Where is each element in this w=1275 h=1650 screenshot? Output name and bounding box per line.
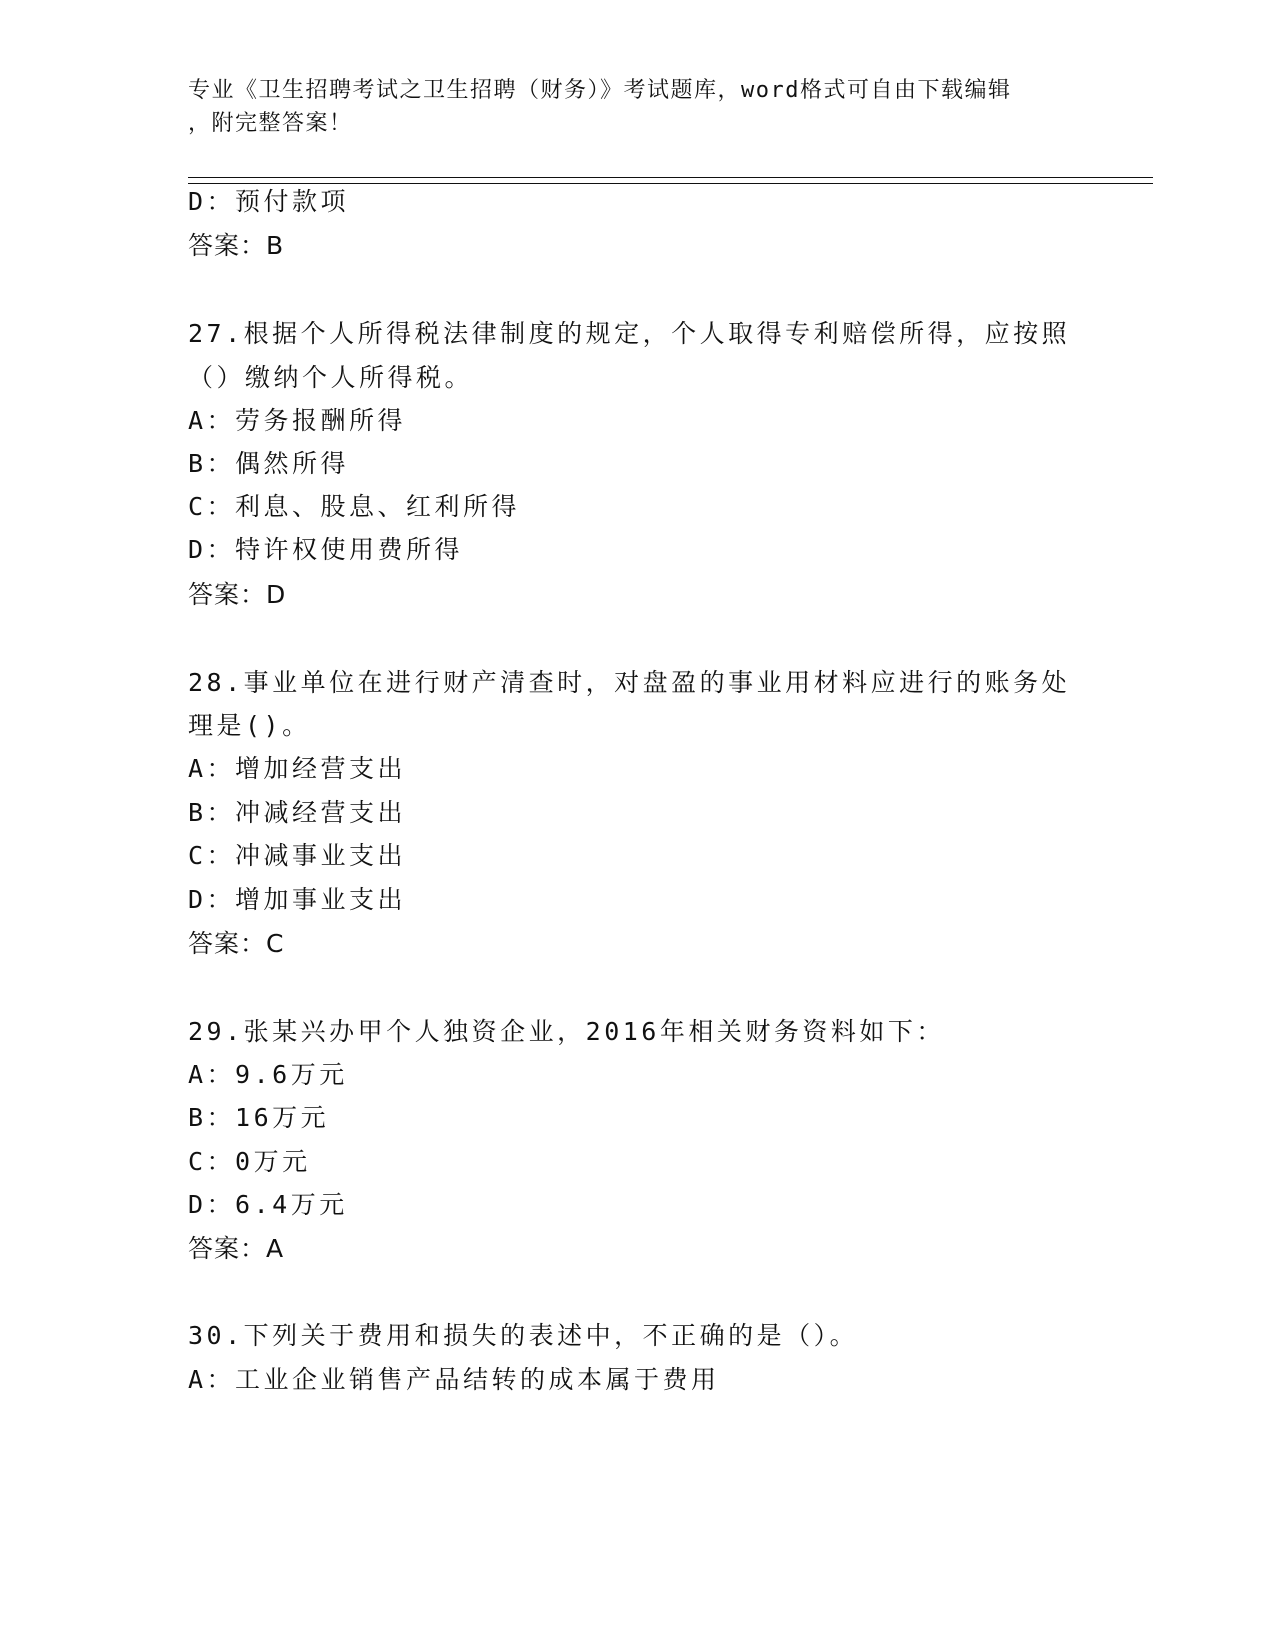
q28-option-b: B：冲减经营支出 [188,798,407,827]
q27-option-c: C：利息、股息、红利所得 [188,492,521,521]
q27-option-a: A：劳务报酬所得 [188,406,407,435]
q28-option-c: C：冲减事业支出 [188,841,407,870]
document-header [188,74,1088,140]
q28-option-d: D：增加事业支出 [188,885,407,914]
q29-stem-line-1: 29.张某兴办甲个人独资企业，2016年相关财务资料如下： [188,1017,945,1046]
q28-answer: 答案：C [188,929,285,958]
q29-option-d: D：6.4万元 [188,1190,348,1219]
q29-answer: 答案：A [188,1234,285,1263]
q30-stem-line-1: 30.下列关于费用和损失的表述中，不正确的是（）。 [188,1321,859,1350]
q30-option-a: A：工业企业销售产品结转的成本属于费用 [188,1365,720,1394]
q29-option-c: C：0万元 [188,1147,311,1176]
header-line-2: ，附完整答案！ [188,111,353,136]
q27-option-d: D：特许权使用费所得 [188,535,464,564]
q28-stem-line-1: 28.事业单位在进行财产清查时，对盘盈的事业用材料应进行的账务处 [188,668,1071,697]
q27-stem-line-2: （）缴纳个人所得税。 [188,363,474,392]
q27-answer: 答案：D [188,580,287,609]
q28-stem-line-2: 理是()。 [188,711,311,740]
q29-option-a: A：9.6万元 [188,1060,348,1089]
q26-answer: 答案：B [188,231,285,260]
q27-stem-line-1: 27.根据个人所得税法律制度的规定，个人取得专利赔偿所得，应按照 [188,319,1071,348]
q29-option-b: B：16万元 [188,1103,330,1132]
header-line-1: 专业《卫生招聘考试之卫生招聘（财务）》考试题库，word格式可自由下载编辑 [188,78,1012,103]
header-divider-thick [188,177,1153,178]
header-divider-thin [188,183,1153,184]
q27-option-b: B：偶然所得 [188,449,350,478]
q26-option-d: D：预付款项 [188,187,350,216]
q28-option-a: A：增加经营支出 [188,754,407,783]
